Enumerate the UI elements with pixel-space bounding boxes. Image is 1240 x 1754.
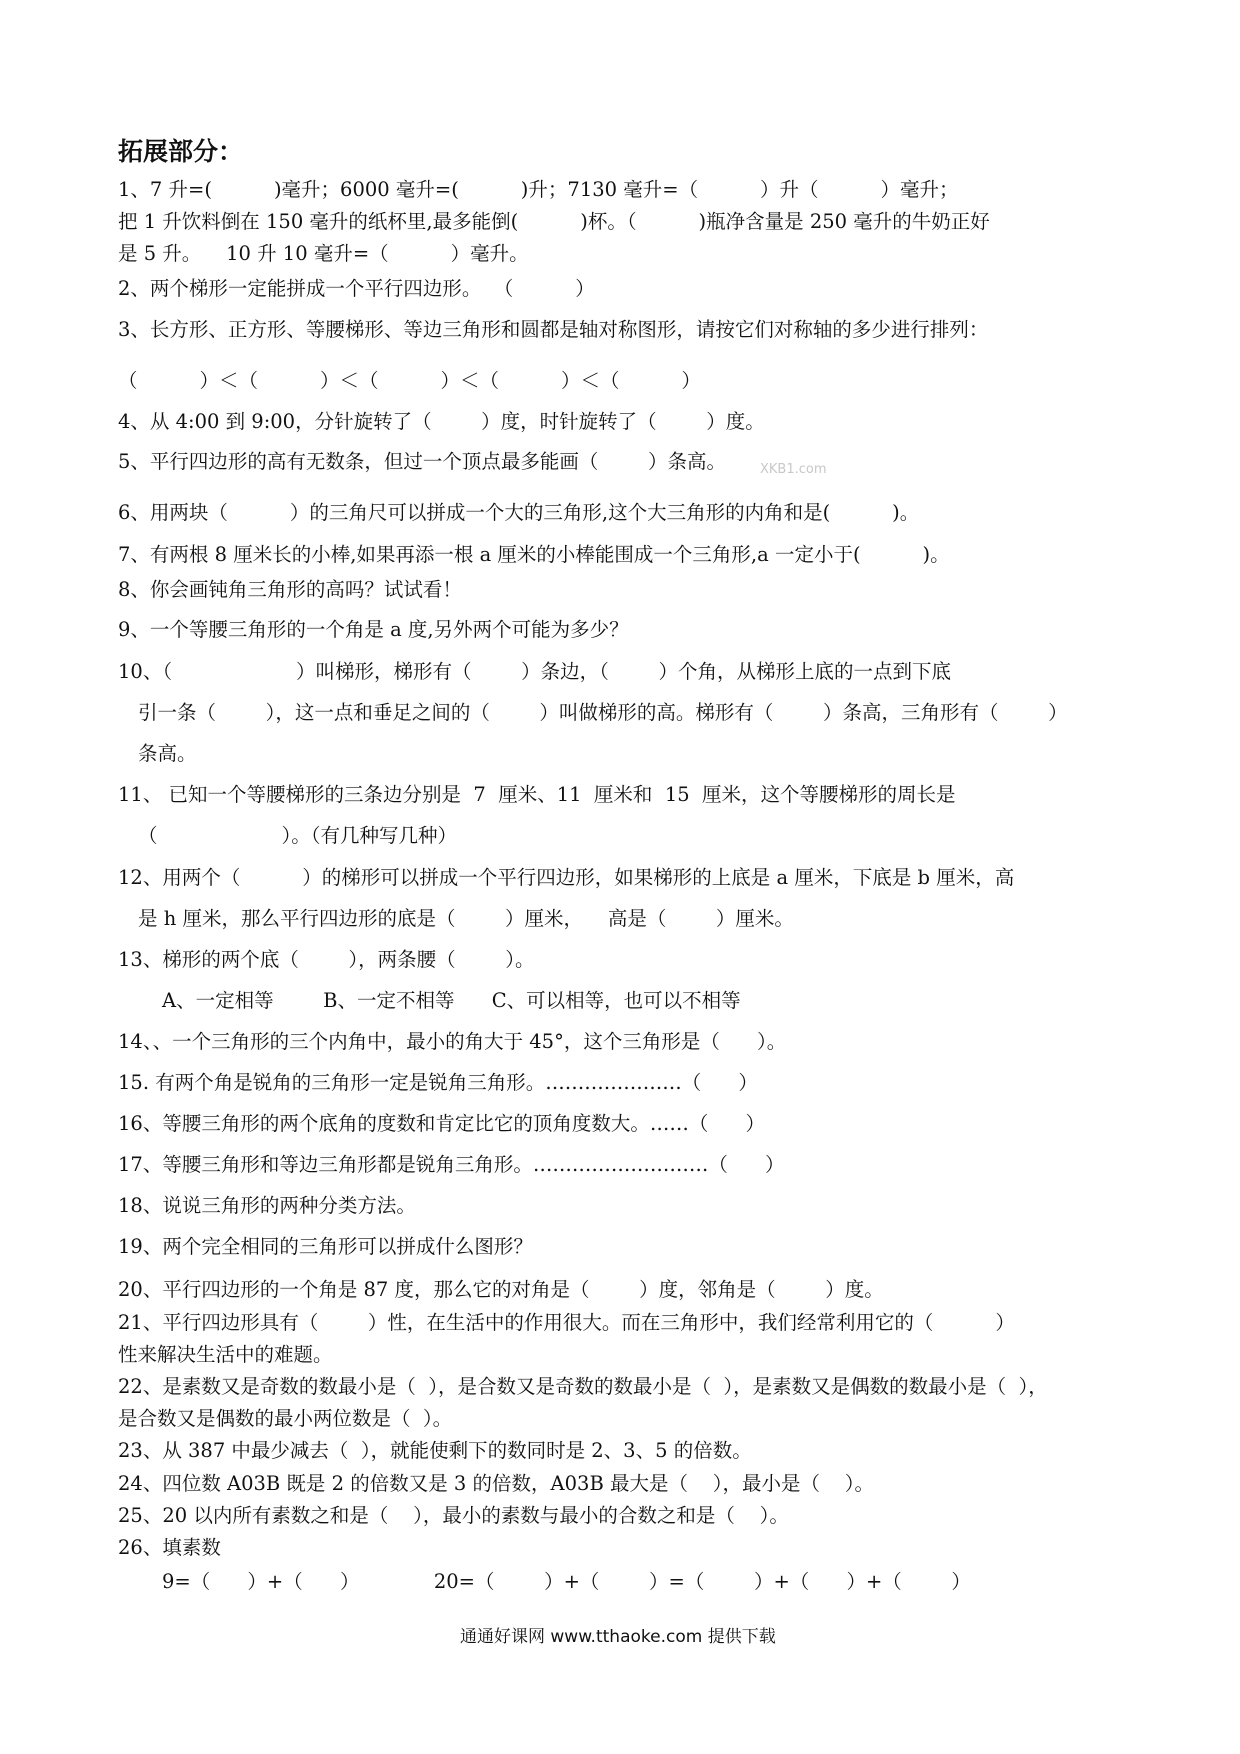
question-3-line-1: 3、长方形、正方形、等腰梯形、等边三角形和圆都是轴对称图形，请按它们对称轴的多少进行排列： [118,318,989,341]
question-18: 18、说说三角形的两种分类方法。 [118,1194,416,1217]
question-22-line-2: 是合数又是偶数的最小两位数是（ ）。 [118,1407,453,1430]
question-13: 13、梯形的两个底（ ），两条腰（ ）。 [118,948,535,971]
question-1-line-1: 1、7 升=( )毫升；6000 毫升=( )升；7130 毫升=（ ）升（ ）毫升； [118,178,959,201]
question-3-ordering: （ ）＜（ ）＜（ ）＜（ ）＜（ ） [118,369,701,392]
footer-source: 通通好课网 www.tthaoke.com 提供下载 [460,1627,776,1647]
question-11-line-1: 11、 已知一个等腰梯形的三条边分别是 7 厘米、11 厘米和 15 厘米，这个等腰梯形的周长是 [118,783,956,806]
question-23: 23、从 387 中最少减去（ ），就能使剩下的数同时是 2、3、5 的倍数。 [118,1439,752,1462]
question-2: 2、两个梯形一定能拼成一个平行四边形。 （ ） [118,277,595,300]
question-24: 24、四位数 A03B 既是 2 的倍数又是 3 的倍数，A03B 最大是（ ），最小是（ ）。 [118,1472,875,1495]
question-9: 9、一个等腰三角形的一个角是 a 度,另外两个可能为多少？ [118,618,629,641]
question-20: 20、平行四边形的一个角是 87 度，那么它的对角是（ ）度，邻角是（ ）度。 [118,1278,884,1301]
question-21-line-2: 性来解决生活中的难题。 [118,1343,333,1366]
question-1-line-2: 把 1 升饮料倒在 150 毫升的纸杯里,最多能倒( )杯。（ )瓶净含量是 250 毫升的牛奶正好 [118,210,990,233]
question-19: 19、两个完全相同的三角形可以拼成什么图形？ [118,1235,533,1258]
question-6: 6、用两块（ ）的三角尺可以拼成一个大的三角形,这个大三角形的内角和是( )。 [118,501,920,524]
question-22-line-1: 22、是素数又是奇数的数最小是（ ），是合数又是奇数的数最小是（ ），是素数又是偶数的数最小是（ ）， [118,1375,1048,1398]
question-5: 5、平行四边形的高有无数条，但过一个顶点最多能画（ ）条高。 [118,450,726,473]
question-10-line-1: 10、（ ）叫梯形，梯形有（ ）条边，（ ）个角，从梯形上底的一点到下底 [118,660,951,683]
section-title: 拓展部分： [118,137,244,166]
question-26-title: 26、填素数 [118,1536,221,1559]
question-11-line-2: （ ）。（有几种写几种） [138,824,457,847]
question-7: 7、有两根 8 厘米长的小棒,如果再添一根 a 厘米的小棒能围成一个三角形,a 一定小于( )。 [118,543,950,566]
question-26-blanks: 9=（ ）+（ ） 20=（ ）+（ ）=（ ）+（ ）+（ ） [162,1570,971,1593]
question-13-options: A、一定相等 B、一定不相等 C、可以相等，也可以不相等 [162,989,741,1012]
question-10-line-3: 条高。 [138,742,197,765]
question-21-line-1: 21、平行四边形具有（ ）性，在生活中的作用很大。而在三角形中，我们经常利用它的（ ） [118,1311,1015,1334]
watermark-text: XKB1.com [760,462,827,477]
question-17: 17、等腰三角形和等边三角形都是锐角三角形。………………………（ ） [118,1153,785,1176]
question-12-line-1: 12、用两个（ ）的梯形可以拼成一个平行四边形，如果梯形的上底是 a 厘米，下底是 b 厘米，高 [118,866,1015,889]
question-25: 25、20 以内所有素数之和是（ ），最小的素数与最小的合数之和是（ ）。 [118,1504,789,1527]
question-8: 8、你会画钝角三角形的高吗？试试看！ [118,578,462,601]
question-14: 14、、一个三角形的三个内角中，最小的角大于 45°，这个三角形是（ ）。 [118,1030,787,1053]
question-15: 15. 有两个角是锐角的三角形一定是锐角三角形。…………………（ ） [118,1071,758,1094]
question-10-line-2: 引一条（ ），这一点和垂足之间的（ ）叫做梯形的高。梯形有（ ）条高，三角形有（ ） [138,701,1068,724]
question-4: 4、从 4:00 到 9:00，分针旋转了（ ）度，时针旋转了（ ）度。 [118,410,765,433]
question-1-line-3: 是 5 升。 10 升 10 毫升=（ ）毫升。 [118,242,529,265]
question-16: 16、等腰三角形的两个底角的度数和肯定比它的顶角度数大。……（ ） [118,1112,766,1135]
question-12-line-2: 是 h 厘米，那么平行四边形的底是（ ）厘米， 高是（ ）厘米。 [138,907,794,930]
